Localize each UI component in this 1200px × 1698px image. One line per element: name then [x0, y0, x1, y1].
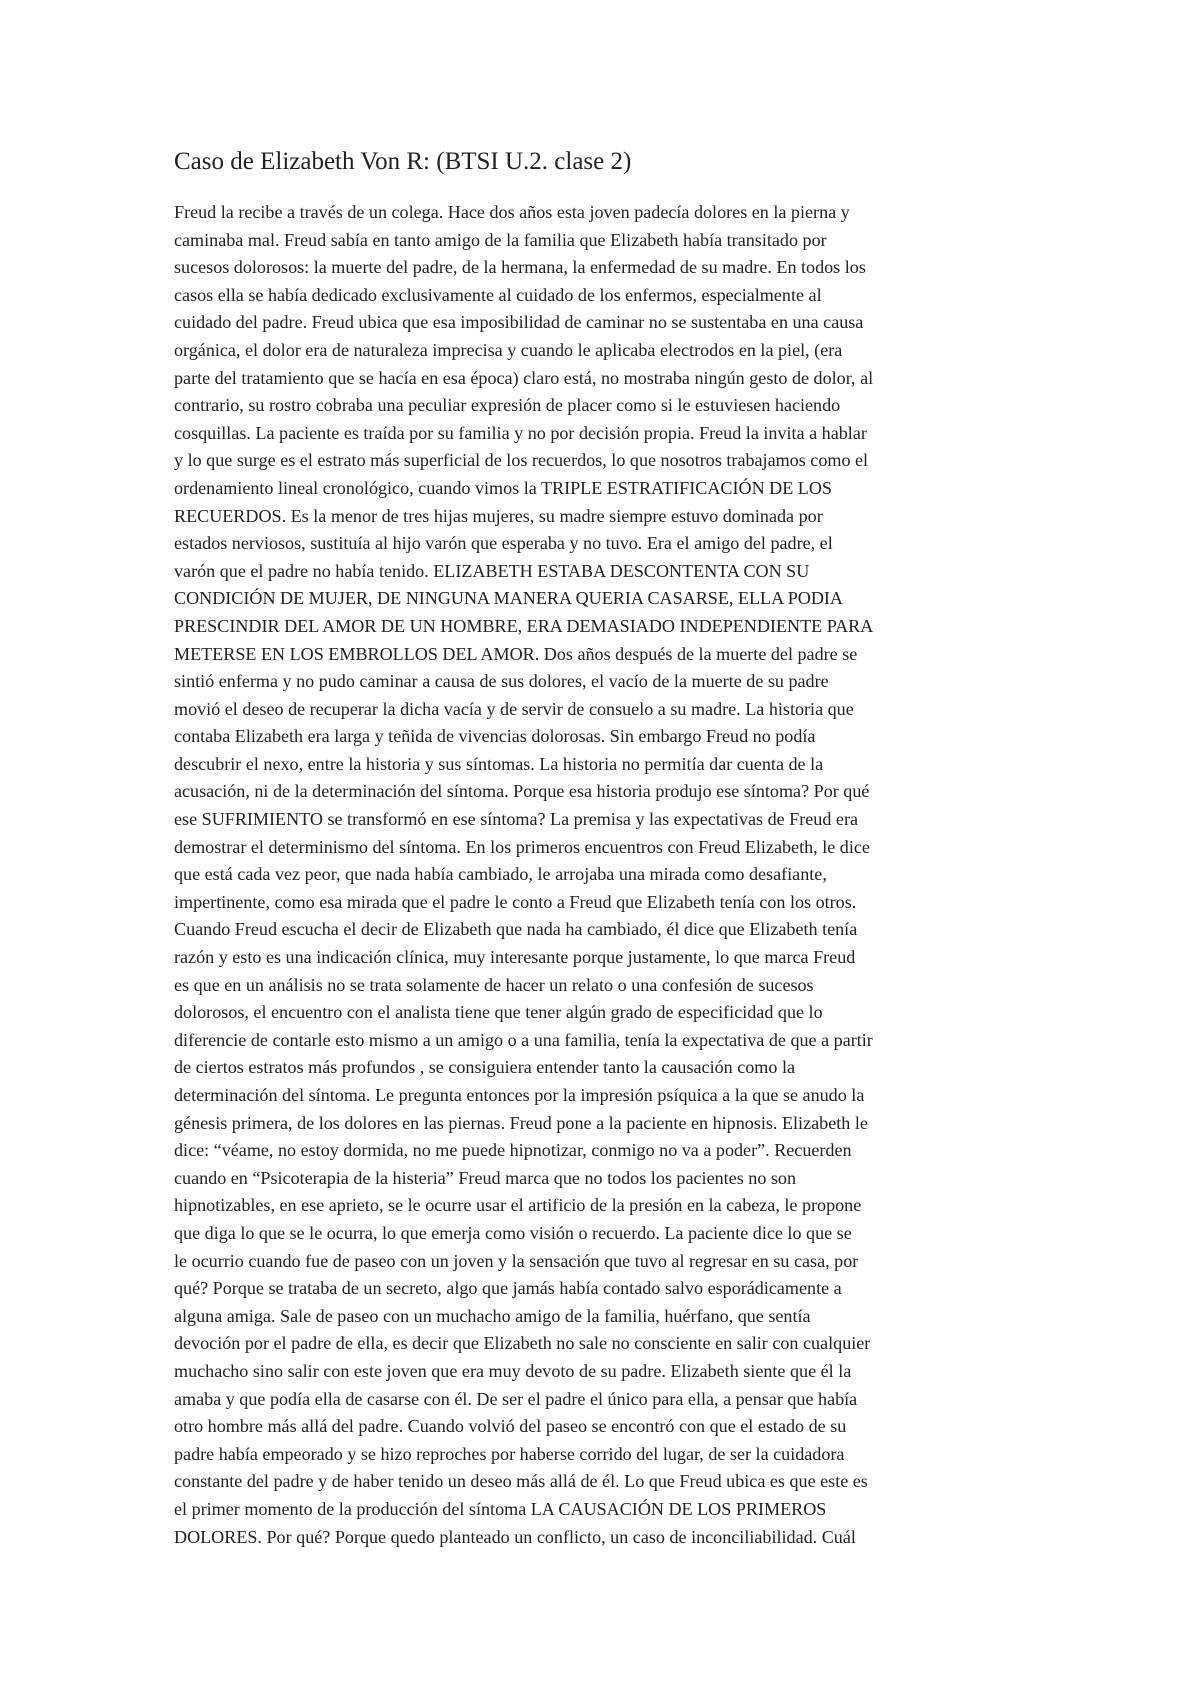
body-text-line: le ocurrio cuando fue de paseo con un joven y la sensación que tuvo al regresar en su casa, por — [174, 1250, 859, 1271]
document-title: Caso de Elizabeth Von R: (BTSI U.2. clase 2) — [174, 148, 632, 175]
body-text-line: PRESCINDIR DEL AMOR DE UN HOMBRE, ERA DEMASIADO INDEPENDIENTE PARA — [174, 615, 874, 636]
body-text-line: RECUERDOS. Es la menor de tres hijas mujeres, su madre siempre estuvo dominada por — [174, 505, 823, 526]
body-text-line: es que en un análisis no se trata solamente de hacer un relato o una confesión de sucesos — [174, 974, 814, 995]
body-text-line: descubrir el nexo, entre la historia y sus síntomas. La historia no permitía dar cuenta de la — [174, 753, 824, 774]
body-text-line: razón y esto es una indicación clínica, muy interesante porque justamente, lo que marca Freud — [174, 947, 856, 968]
body-text-line: cuando en “Psicoterapia de la histeria” Freud marca que no todos los pacientes no son — [174, 1167, 797, 1188]
body-text-line: movió el deseo de recuperar la dicha vacía y de servir de consuelo a su madre. La historia que — [174, 698, 854, 719]
body-text-line: impertinente, como esa mirada que el padre le conto a Freud que Elizabeth tenía con los otros. — [174, 891, 857, 912]
body-text-line: demostrar el determinismo del síntoma. En los primeros encuentros con Freud Elizabeth, le dice — [174, 836, 870, 857]
body-text-line: dolorosos, el encuentro con el analista tiene que tener algún grado de especificidad que lo — [174, 1002, 823, 1023]
body-text-line: varón que el padre no había tenido. ELIZABETH ESTABA DESCONTENTA CON SU — [174, 560, 810, 581]
body-text-line: determinación del síntoma. Le pregunta entonces por la impresión psíquica a la que se anudo la — [174, 1085, 865, 1105]
body-text-line: METERSE EN LOS EMBROLLOS DEL AMOR. Dos años después de la muerte del padre se — [174, 643, 858, 664]
body-text-line: muchacho sino salir con este joven que era muy devoto de su padre. Elizabeth siente que él la — [174, 1360, 852, 1381]
body-text-line: qué? Porque se trataba de un secreto, algo que jamás había contado salvo esporádicamente a — [174, 1278, 842, 1299]
body-text-line: devoción por el padre de ella, es decir que Elizabeth no sale no consciente en salir con cualquier — [174, 1333, 871, 1354]
body-text-line: contaba Elizabeth era larga y teñida de vivencias dolorosas. Sin embargo Freud no podía — [174, 726, 816, 747]
document-body — [174, 199, 1034, 1551]
body-text-line: CONDICIÓN DE MUJER, DE NINGUNA MANERA QUERIA CASARSE, ELLA PODIA — [174, 588, 843, 609]
body-text-line: casos ella se había dedicado exclusivamente al cuidado de los enfermos, especialmente al — [174, 284, 822, 305]
body-text-line: sucesos dolorosos: la muerte del padre, de la hermana, la enfermedad de su madre. En todos los — [174, 257, 866, 278]
body-text-line: sintió enferma y no pudo caminar a causa de sus dolores, el vacío de la muerte de su padre — [174, 671, 829, 692]
body-text-line: padre había empeorado y se hizo reproches por haberse corrido del lugar, de ser la cuidadora — [174, 1443, 845, 1464]
body-text-line: el primer momento de la producción del síntoma LA CAUSACIÓN DE LOS PRIMEROS — [174, 1498, 827, 1519]
body-text-line: que está cada vez peor, que nada había cambiado, le arrojaba una mirada como desafiante, — [174, 864, 827, 885]
body-text-line: cuidado del padre. Freud ubica que esa imposibilidad de caminar no se sustentaba en una causa — [174, 312, 864, 333]
body-text-line: hipnotizables, en ese aprieto, se le ocurre usar el artificio de la presión en la cabeza, le propone — [174, 1195, 862, 1216]
body-text-line: dice: “véame, no estoy dormida, no me puede hipnotizar, conmigo no va a poder”. Recuerden — [174, 1140, 852, 1161]
body-text-line: DOLORES. Por qué? Porque quedo planteado un conflicto, un caso de inconciliabilidad. Cuál — [174, 1526, 856, 1547]
body-text-line: de ciertos estratos más profundos , se consiguiera entender tanto la causación como la — [174, 1057, 796, 1078]
body-text-line: amaba y que podía ella de casarse con él. De ser el padre el único para ella, a pensar que había — [174, 1388, 858, 1409]
body-text-line: y lo que surge es el estrato más superficial de los recuerdos, lo que nosotros trabajamos como el — [174, 450, 869, 471]
body-text-line: alguna amiga. Sale de paseo con un muchacho amigo de la familia, huérfano, que sentía — [174, 1305, 811, 1326]
body-text-line: contrario, su rostro cobraba una peculiar expresión de placer como si le estuviesen haciendo — [174, 395, 841, 416]
body-text-line: orgánica, el dolor era de naturaleza imprecisa y cuando le aplicaba electrodos en la piel, (era — [174, 339, 843, 360]
body-text-line: ese SUFRIMIENTO se transformó en ese síntoma? La premisa y las expectativas de Freud era — [174, 809, 859, 830]
body-text-line: ordenamiento lineal cronológico, cuando vimos la TRIPLE ESTRATIFICACIÓN DE LOS — [174, 477, 832, 498]
body-text-line: génesis primera, de los dolores en las piernas. Freud pone a la paciente en hipnosis. Elizabeth le — [174, 1112, 868, 1133]
body-text-line: otro hombre más allá del padre. Cuando volvió del paseo se encontró con que el estado de su — [174, 1416, 847, 1437]
body-text-line: Freud la recibe a través de un colega. Hace dos años esta joven padecía dolores en la pierna y — [174, 202, 850, 222]
body-text-line: parte del tratamiento que se hacía en esa época) claro está, no mostraba ningún gesto de dolor, al — [174, 367, 874, 388]
body-text-line: diferencie de contarle esto mismo a un amigo o a una familia, tenía la expectativa de que a partir — [174, 1029, 873, 1050]
body-text-line: estados nerviosos, sustituía al hijo varón que esperaba y no tuvo. Era el amigo del padre, el — [174, 533, 833, 554]
body-text-line: que diga lo que se le ocurra, lo que emerja como visión o recuerdo. La paciente dice lo que se — [174, 1222, 852, 1243]
body-text-line: caminaba mal. Freud sabía en tanto amigo de la familia que Elizabeth había transitado por — [174, 229, 827, 250]
body-text-line: constante del padre y de haber tenido un deseo más allá de él. Lo que Freud ubica es que este es — [174, 1471, 868, 1492]
body-text-line: acusación, ni de la determinación del síntoma. Porque esa historia produjo ese síntoma? Por qué — [174, 781, 870, 802]
body-text-line: cosquillas. La paciente es traída por su familia y no por decisión propia. Freud la invita a hablar — [174, 422, 867, 443]
body-text-line: Cuando Freud escucha el decir de Elizabeth que nada ha cambiado, él dice que Elizabeth tenía — [174, 919, 858, 940]
